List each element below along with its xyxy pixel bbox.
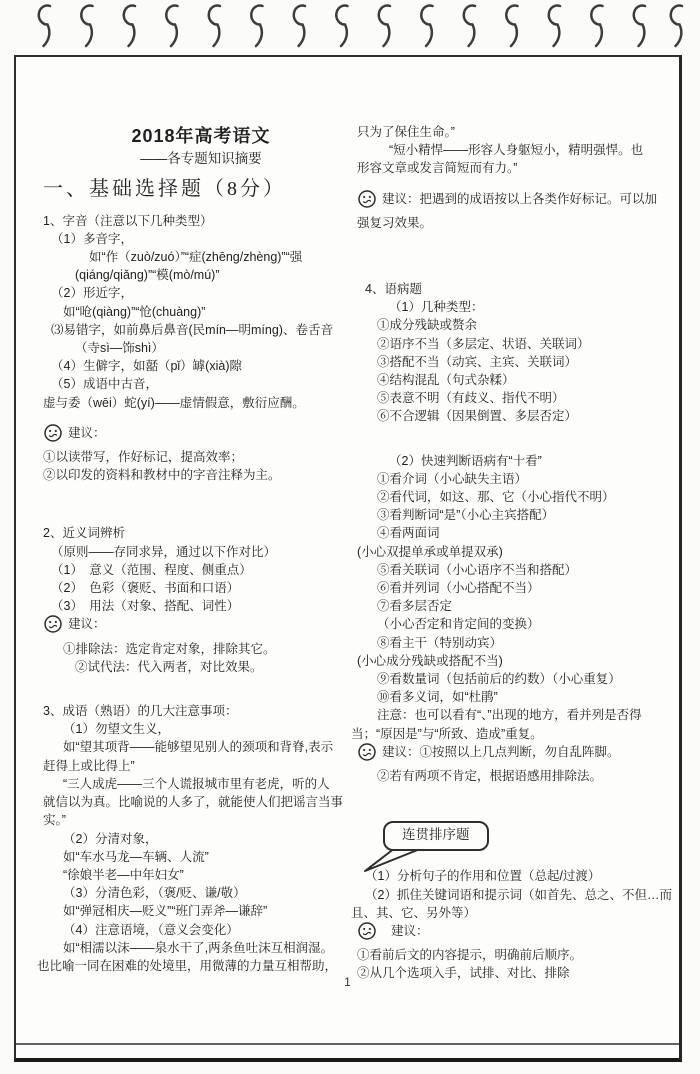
text-line: （2）分清对象， [63,831,158,846]
text-line: 3、成语（熟语）的几大注意事项： [43,704,238,719]
text-line: 如“相濡以沫——泉水干了,两条鱼吐沫互相润湿。 [63,940,334,955]
right-column [351,123,677,983]
text-line: ③搭配不当（动宾、主宾、关联词） [377,354,578,369]
text-line: ①看介词（小心缺失主语） [377,471,528,486]
smiley-face-icon [43,614,63,639]
text-line: 如“呛(qiàng)”“怆(chuàng)” [63,304,206,319]
text-line: “短小精悍——形容人身躯短小，精明强悍。也 [389,143,644,158]
notebook-page [14,55,682,1062]
text-line: （4）生僻字，如嚭（pǐ）罅(xià)隙 [51,359,242,374]
text-line: “三人成虎——三个人谎报城市里有老虎，听的人 [63,776,330,791]
text-line: （3）分清色彩，（褒/贬、谦/敬） [63,886,246,901]
advice-block [43,615,359,639]
smiley-face-icon [357,921,377,946]
text-line: 实。” [43,813,66,828]
text-line: 如“作（zuò/zuó）”“症(zhēng/zhèng)”“强 [89,250,303,265]
advice-label: 建议： [391,923,429,938]
advice-label: 建议： [68,425,106,440]
advice-text: 建议：把遇到的成语按以上各类作好标记。可以加 [382,191,658,206]
text-line: (qiáng/qiǎng)”“模(mò/mú)” [75,268,220,283]
text-line: 如“望其项背——能够望见别人的颈项和背脊,表示 [63,740,334,755]
text-line: ③看判断词“是”（小心主宾搭配） [377,508,555,523]
text-line: （2）形近字， [51,286,133,301]
text-line: ④看两面词 [377,526,440,541]
advice-block [357,190,677,214]
text-line: （1）多音字， [51,231,133,246]
text-line: （2） 色彩（褒贬、书面和口语） [51,581,240,596]
text-line: 就信以为真。比喻说的人多了，就能使人们把谣言当事 [43,795,344,810]
text-line: （小心否定和肯定间的变换） [377,617,540,632]
text-line: 1、字音（注意以下几种类型） [43,213,213,228]
text-line: 强复习效果。 [357,215,433,230]
topic-bubble: 连贯排序题 [383,821,489,850]
text-line: （1） 意义（范围、程度、侧重点） [51,562,252,577]
section-heading: 一、基础选择题（8分） [43,178,286,201]
text-line: 2、近义词辨析 [43,526,125,541]
text-line: ②语序不当（多层定、状语、关联词） [377,336,590,351]
text-line: （原则——存同求异，通过以下作对比） [51,544,277,559]
document-subtitle: ——各专题知识摘要 [140,151,262,167]
text-line: ⑤表意不明（有歧义、指代不明） [377,391,565,406]
advice-block [43,424,359,448]
advice-label: 建议： [68,617,106,632]
text-line: ⑥不合逻辑（因果倒置、多层否定） [377,409,578,424]
smiley-face-icon [357,189,377,214]
text-line: 注意：也可以看有“、”出现的地方，看并列是否得 [377,708,642,723]
text-line: ⑥看并列词（小心搭配不当） [377,581,540,596]
smiley-face-icon [357,742,377,767]
document-title: 2018年高考语文 [131,126,271,146]
text-line: ⑤看关联词（小心语序不当和搭配） [377,562,578,577]
advice-text: 建议：①按照以上几点判断，勿自乱阵脚。 [382,744,620,759]
footer-rule [16,1043,679,1045]
text-line: 虚与委（wēi）蛇(yí)——虚情假意，敷衍应酬。 [43,395,305,410]
text-line: ②以印发的资料和教材中的字音注释为主。 [43,468,281,483]
text-line: （2）快速判断语病有“十看” [389,453,542,468]
page-number: 1 [344,975,351,989]
text-line: （寺sì—饰shì） [75,341,164,356]
topic-bubble-wrap [383,821,677,857]
text-line: ⑨看数量词（包括前后的约数）（小心重复） [377,672,621,687]
text-line: ⑧看主干（特别动宾） [377,635,503,650]
text-line: “徐娘半老—中年妇女” [63,867,184,882]
text-line: 赶得上或比得上” [43,758,135,773]
text-line: 如“车水马龙—车辆、人流” [63,849,209,864]
text-line: ⑩看多义词，如“杜鹃” [377,690,498,705]
text-line: ②从几个选项入手，试排、对比、排除 [357,966,570,981]
text-line: ①看前后文的内容提示，明确前后顺序。 [357,948,583,963]
text-line: 也比喻一同在困难的处境里，用微薄的力量互相帮助， [37,958,338,973]
text-line: ②试代法：代入两者，对比效果。 [75,659,263,674]
text-line: （3） 用法（对象、搭配、词性） [51,599,240,614]
text-line: (小心双提单承或单提双承) [357,544,503,559]
text-line: ①排除法：选定肯定对象，排除其它。 [63,641,276,656]
text-line: ④结构混乱（句式杂糅） [377,373,515,388]
text-line: （1）分析句子的作用和位置（总起/过渡） [365,869,601,884]
advice-block [357,922,677,946]
text-line: （2）抓住关键词语和提示词（如首先、总之、不但…而 [365,887,672,902]
text-line: ②看代词，如这、那、它（小心指代不明） [377,490,615,505]
text-line: （5）成语中古音， [51,377,158,392]
smiley-face-icon [43,423,63,448]
text-line: （1）勿望文生义， [63,722,170,737]
text-line: 4、语病题 [365,282,422,297]
text-line: 当；“原因是”与“所致、造成”重复。 [351,726,543,741]
left-column [37,126,359,975]
text-line: 且、其、它、另外等） [351,905,477,920]
text-line: 形容文章或发言简短而有力。” [357,161,518,176]
text-line: (小心成分残缺或搭配不当) [357,653,503,668]
text-line: ⑦看多层否定 [377,599,453,614]
text-line: ①成分残缺或赘余 [377,318,478,333]
advice-block [357,743,677,767]
text-line: 只为了保住生命。” [357,125,455,139]
text-line: ②若有两项不肯定，根据语感用排除法。 [377,769,603,784]
text-line: （1）几种类型： [389,300,484,315]
spiral-binding-icon [0,0,700,62]
text-line: ⑶易错字，如前鼻后鼻音(民mín—明míng)、卷舌音 [51,322,333,337]
text-line: 如“弹冠相庆—贬义”“班门弄斧—谦辞” [63,904,268,919]
text-line: ①以读带写，作好标记，提高效率； [43,450,244,465]
text-line: （4）注意语境，（意义会变化） [63,922,239,937]
